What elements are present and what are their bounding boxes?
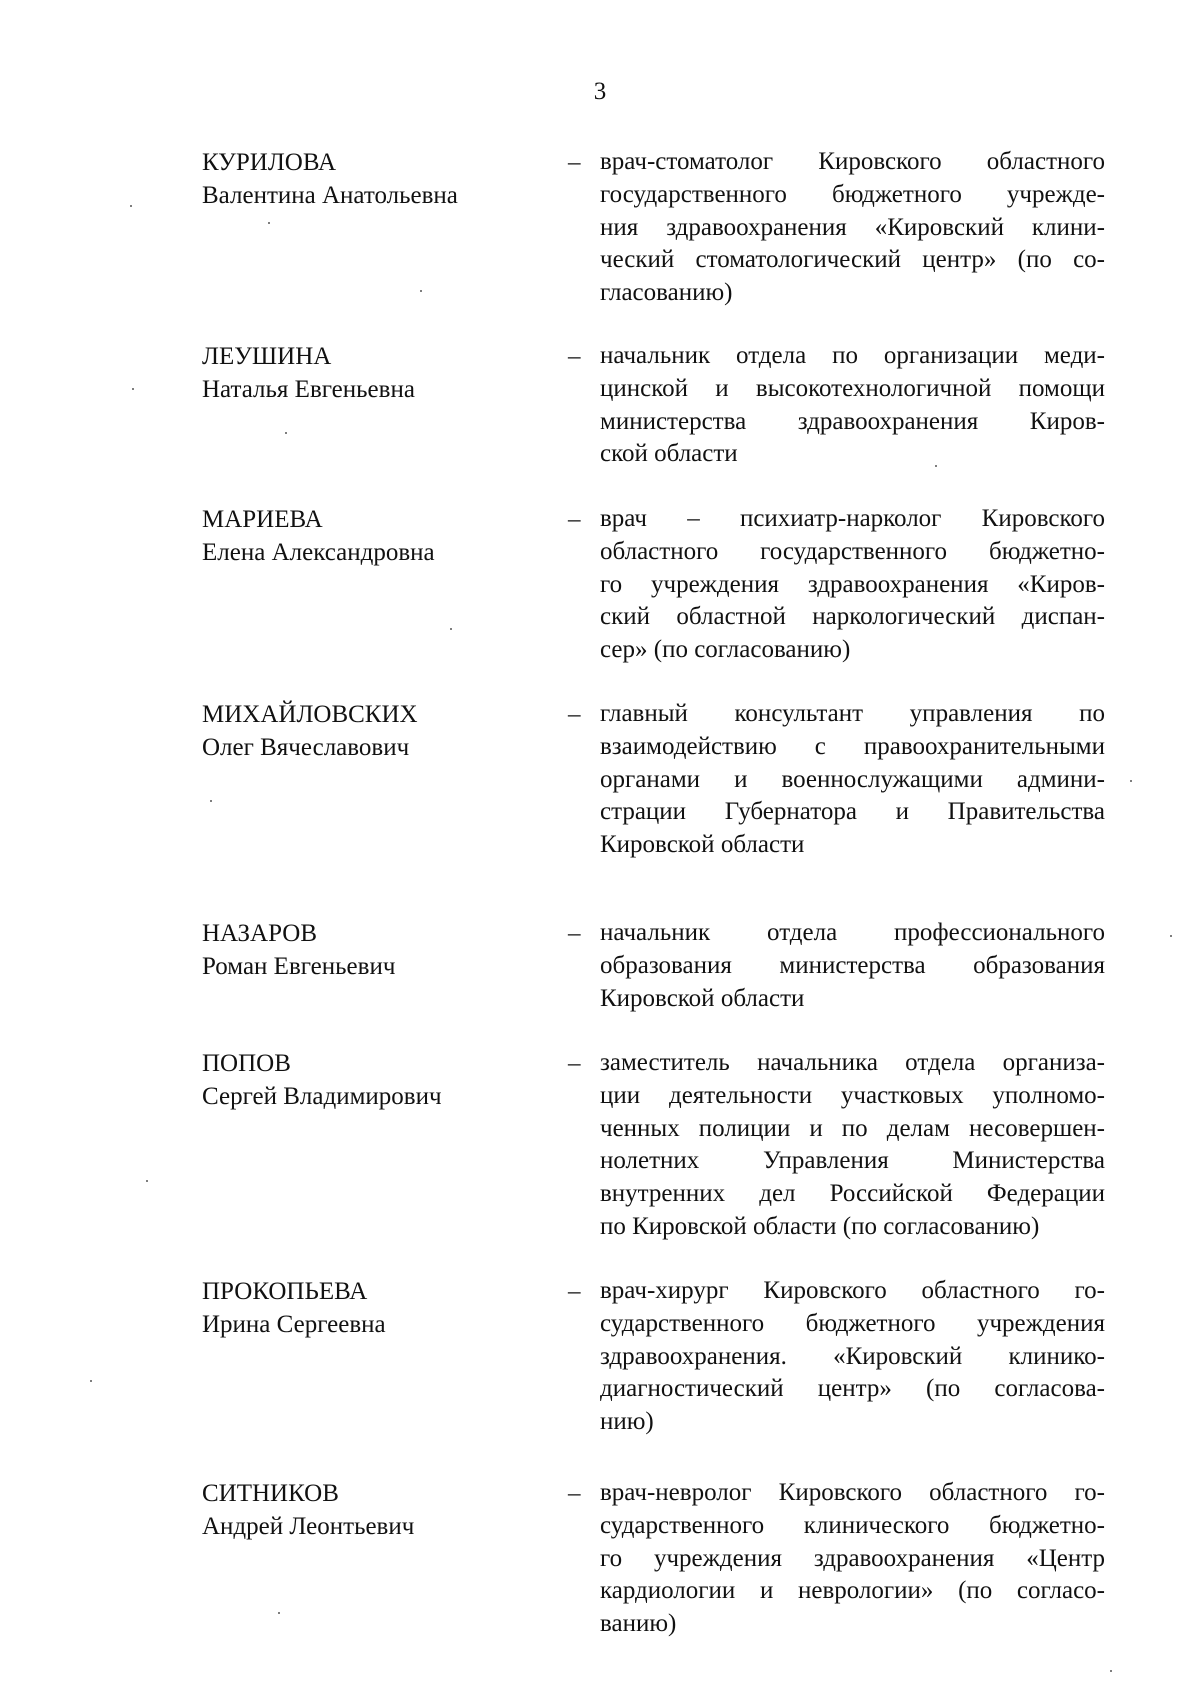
- member-given-name: Олег Вячеславович: [202, 734, 410, 761]
- member-surname: ЛЕУШИНА: [202, 343, 332, 370]
- scan-speck: [278, 1612, 280, 1614]
- scan-speck: [1130, 780, 1132, 782]
- member-given-name: Роман Евгеньевич: [202, 953, 396, 980]
- member-role: [600, 503, 1105, 667]
- role-line: ванию): [600, 1610, 677, 1638]
- separator-dash: –: [568, 920, 581, 947]
- role-line: сер» (по согласованию): [600, 636, 851, 664]
- member-surname: КУРИЛОВА: [202, 149, 336, 176]
- role-line: сударственного бюджетного учреждения: [600, 1309, 1105, 1337]
- role-line: органами и военнослужащими админи-: [600, 765, 1105, 793]
- member-surname: МАРИЕВА: [202, 506, 323, 533]
- role-line: ния здравоохранения «Кировский клини-: [600, 213, 1105, 241]
- member-name: [202, 146, 542, 212]
- role-line: нию): [600, 1408, 654, 1436]
- separator-dash: –: [568, 1480, 581, 1507]
- role-line: министерства здравоохранения Киров-: [600, 407, 1105, 435]
- role-line: ской области: [600, 440, 738, 468]
- member-role: [600, 1275, 1105, 1439]
- role-line: цинской и высокотехнологичной помощи: [600, 374, 1105, 402]
- role-line: главный консультант управления по: [600, 700, 1105, 727]
- member-name: [202, 340, 542, 406]
- separator-dash: –: [568, 1278, 581, 1305]
- member-role: [600, 1477, 1105, 1641]
- role-line: образования министерства образования: [600, 951, 1105, 979]
- role-line: начальник отдела по организации меди-: [600, 342, 1105, 369]
- member-name: [202, 698, 542, 764]
- scan-speck: [268, 222, 270, 224]
- scan-speck: [285, 432, 287, 434]
- role-line: ции деятельности участковых уполномо-: [600, 1081, 1105, 1109]
- role-line: Кировской области: [600, 984, 805, 1012]
- separator-dash: –: [568, 343, 581, 370]
- role-line: го учреждения здравоохранения «Киров-: [600, 570, 1105, 598]
- member-surname: ПРОКОПЬЕВА: [202, 1278, 368, 1305]
- member-given-name: Андрей Леонтьевич: [202, 1513, 415, 1540]
- member-name: [202, 503, 542, 569]
- member-given-name: Сергей Владимирович: [202, 1083, 442, 1110]
- member-role: [600, 698, 1105, 862]
- role-line: Кировской области: [600, 831, 805, 859]
- scan-speck: [420, 290, 422, 292]
- member-role: [600, 1047, 1105, 1244]
- role-line: ский областной наркологический диспан-: [600, 603, 1105, 631]
- separator-dash: –: [568, 701, 581, 728]
- role-line: взаимодействию с правоохранительными: [600, 732, 1105, 760]
- role-line: внутренних дел Российской Федерации: [600, 1180, 1105, 1208]
- member-name: [202, 1477, 542, 1543]
- role-line: гласованию): [600, 279, 733, 307]
- scan-speck: [146, 1180, 148, 1182]
- separator-dash: –: [568, 149, 581, 176]
- role-line: врач – психиатр-нарколог Кировского: [600, 505, 1105, 532]
- role-line: диагностический центр» (по согласова-: [600, 1375, 1105, 1403]
- role-line: врач-хирург Кировского областного го-: [600, 1277, 1105, 1304]
- separator-dash: –: [568, 506, 581, 533]
- role-line: государственного бюджетного учрежде-: [600, 180, 1105, 208]
- member-given-name: Елена Александровна: [202, 539, 435, 566]
- member-surname: ПОПОВ: [202, 1050, 291, 1077]
- scan-speck: [1110, 1670, 1112, 1672]
- member-name: [202, 1275, 542, 1341]
- scan-speck: [1170, 935, 1172, 937]
- member-name: [202, 1047, 542, 1113]
- scan-speck: [450, 628, 452, 630]
- scan-speck: [210, 800, 212, 802]
- member-surname: МИХАЙЛОВСКИХ: [202, 701, 418, 728]
- role-line: врач-стоматолог Кировского областного: [600, 148, 1105, 175]
- role-line: го учреждения здравоохранения «Центр: [600, 1544, 1105, 1572]
- member-name: [202, 917, 542, 983]
- member-given-name: Наталья Евгеньевна: [202, 376, 415, 403]
- member-surname: СИТНИКОВ: [202, 1480, 339, 1507]
- scan-speck: [90, 1380, 92, 1382]
- role-line: кардиологии и неврологии» (по согласо-: [600, 1577, 1105, 1605]
- role-line: ченных полиции и по делам несовершен-: [600, 1114, 1105, 1142]
- separator-dash: –: [568, 1050, 581, 1077]
- role-line: страции Губернатора и Правительства: [600, 798, 1105, 826]
- scan-speck: [935, 465, 937, 467]
- page-number: 3: [593, 78, 607, 105]
- role-line: врач-невролог Кировского областного го-: [600, 1479, 1105, 1506]
- member-given-name: Ирина Сергеевна: [202, 1311, 386, 1338]
- scan-speck: [132, 388, 134, 390]
- member-surname: НАЗАРОВ: [202, 920, 318, 947]
- role-line: начальник отдела профессионального: [600, 919, 1105, 946]
- role-line: сударственного клинического бюджетно-: [600, 1511, 1105, 1539]
- role-line: областного государственного бюджетно-: [600, 537, 1105, 565]
- member-role: [600, 917, 1105, 1015]
- role-line: ческий стоматологический центр» (по со-: [600, 246, 1105, 274]
- role-line: по Кировской области (по согласованию): [600, 1212, 1040, 1240]
- member-role: [600, 146, 1105, 310]
- member-given-name: Валентина Анатольевна: [202, 182, 458, 209]
- member-role: [600, 340, 1105, 471]
- role-line: нолетних Управления Министерства: [600, 1147, 1105, 1175]
- scan-speck: [130, 205, 132, 207]
- role-line: заместитель начальника отдела организа-: [600, 1049, 1105, 1076]
- role-line: здравоохранения. «Кировский клинико-: [600, 1342, 1105, 1370]
